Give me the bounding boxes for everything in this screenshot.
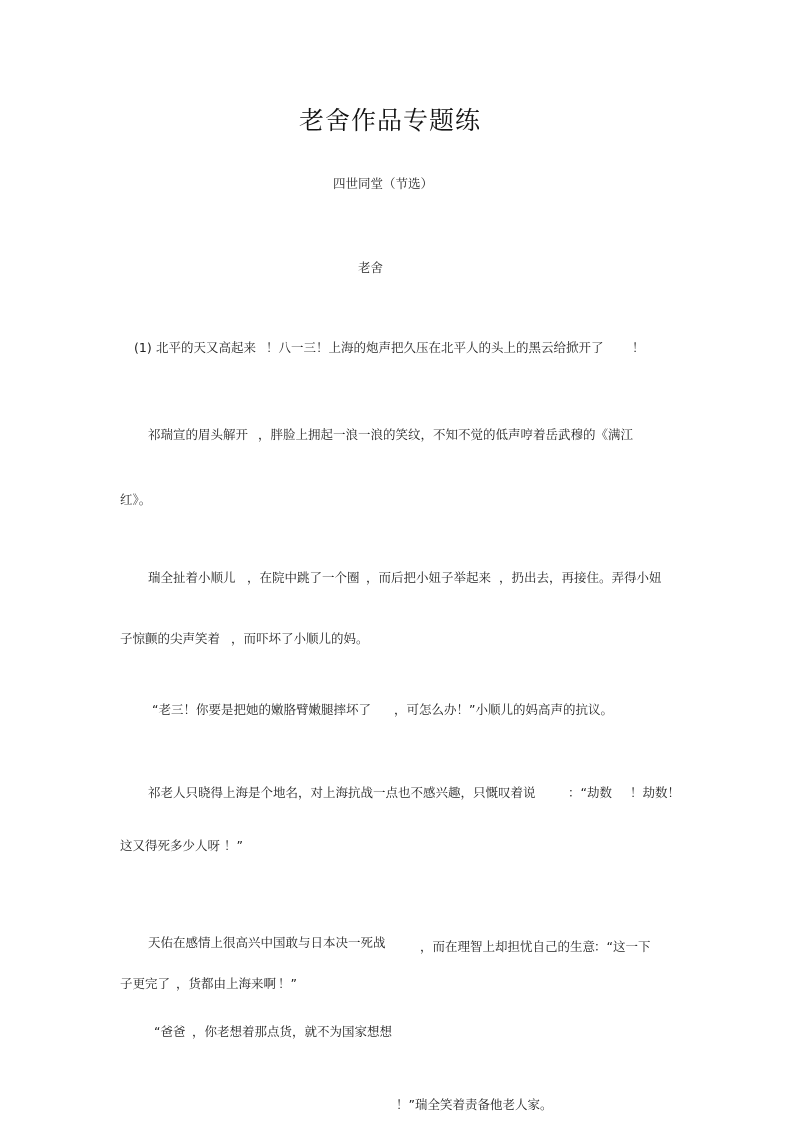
- paragraph-2-segment-a: 祁瑞宣的眉头解开: [148, 427, 249, 442]
- paragraph-7-segment-c: ！”瑞全笑着责备他老人家。: [396, 1097, 553, 1112]
- paragraph-6-segment-f: ！”: [278, 976, 297, 991]
- paragraph-2-segment-b: ，胖脸上拥起一浪一浪的笑纹，不知不觉的低声哼着岳武穆的《满江: [258, 427, 634, 442]
- paragraph-5-segment-b: ：“劫数: [568, 785, 612, 800]
- paragraph-3-segment-a: 瑞全扯着小顺儿: [148, 570, 236, 585]
- document-author: 老舍: [358, 260, 384, 275]
- paragraph-3-segment-b: ，在院中跳了一个圈: [247, 570, 360, 585]
- paragraph-5-segment-d: 这又得死多少人呀: [120, 838, 221, 853]
- paragraph-1-number: (1): [134, 340, 152, 355]
- paragraph-1-segment-c: ！: [632, 340, 645, 355]
- paragraph-3-segment-f: ，而吓坏了小顺儿的妈。: [231, 631, 369, 646]
- paragraph-7-segment-b: ，你老想着那点货，就不为国家想想: [192, 1024, 393, 1039]
- paragraph-6-segment-e: ，货都由上海来啊: [176, 976, 277, 991]
- paragraph-3-segment-d: ，扔出去，再接住。弄得小妞: [499, 570, 662, 585]
- paragraph-6-segment-d: 子更完了: [120, 976, 171, 991]
- paragraph-6-segment-a: 天佑在感情上很高兴中国敢与日本决一死战: [148, 935, 386, 950]
- paragraph-3-segment-c: ，而后把小妞子举起来: [366, 570, 492, 585]
- paragraph-1-segment-b: ！八一三！上海的炮声把久压在北平人的头上的黑云给掀开了: [266, 340, 604, 355]
- paragraph-5-segment-e: ！”: [224, 838, 243, 853]
- paragraph-4-segment-a: “老三！你要是把她的嫩胳臂嫩腿摔坏了: [152, 702, 371, 717]
- paragraph-1-segment-a: 北平的天又高起来: [156, 340, 257, 355]
- paragraph-6-segment-b: ，而在理智上却担忧自己的生意: [420, 939, 596, 954]
- document-subtitle: 四世同堂（节选）: [333, 176, 434, 191]
- paragraph-4-segment-b: ，可怎么办！”小顺儿的妈高声的抗议。: [394, 702, 613, 717]
- paragraph-5-segment-c: ！劫数！: [630, 785, 681, 800]
- paragraph-6-segment-c: ：“这一下: [594, 939, 651, 954]
- document-title: 老舍作品专题练: [299, 106, 482, 135]
- paragraph-3-segment-e: 子惊颤的尖声笑着: [120, 631, 221, 646]
- paragraph-7-segment-a: “爸爸: [154, 1024, 186, 1039]
- paragraph-2-segment-c: 红》。: [120, 492, 152, 507]
- paragraph-5-segment-a: 祁老人只晓得上海是个地名，对上海抗战一点也不感兴趣，只慨叹着说: [148, 785, 536, 800]
